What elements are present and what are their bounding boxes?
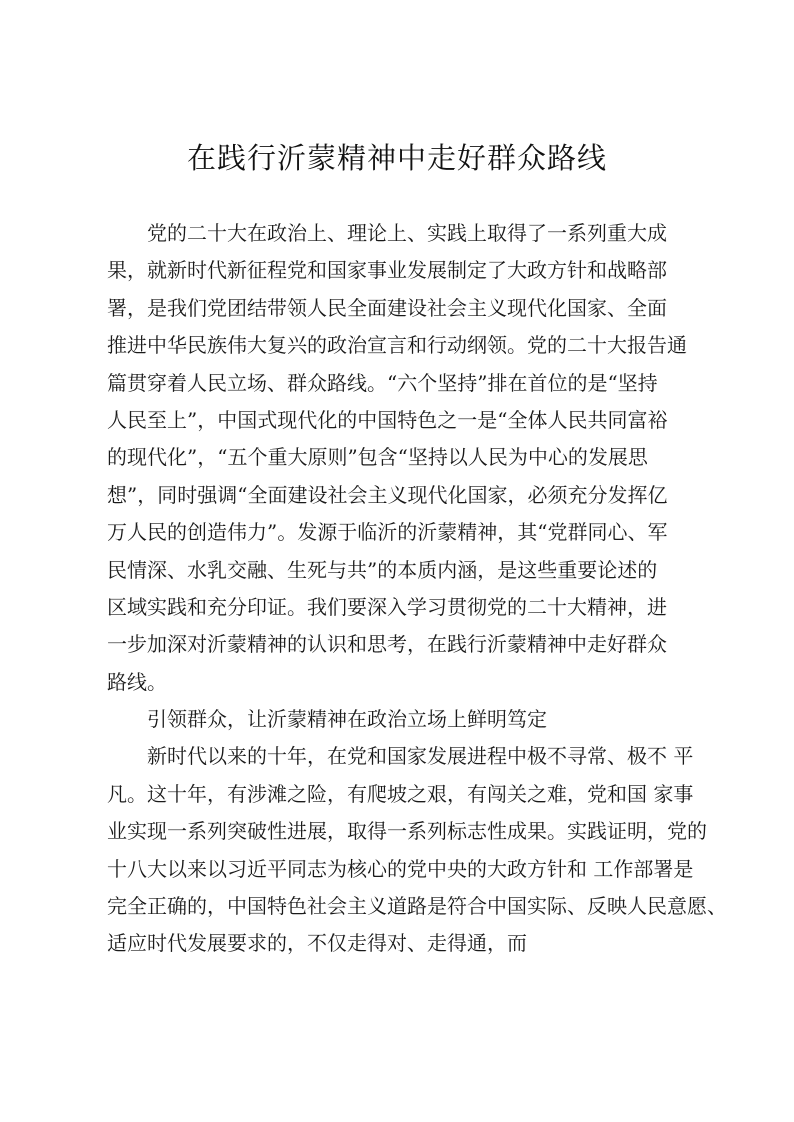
document-body	[107, 215, 729, 963]
text-line: 人民至上”，中国式现代化的中国特色之一是“全体人民共同富裕	[107, 407, 668, 432]
text-line: 署，是我们党团结带领人民全面建设社会主义现代化国家、全面	[107, 295, 667, 320]
text-line: 想”，同时强调“全面建设社会主义现代化国家，必须充分发挥亿	[107, 482, 668, 507]
text-line: 业实现一系列突破性进展，取得一系列标志性成果。实践证明，党的	[107, 819, 707, 844]
text-line: 凡。这十年，有涉滩之险，有爬坡之艰，有闯关之难，党和国 家事	[107, 781, 694, 806]
text-line: 果，就新时代新征程党和国家事业发展制定了大政方针和战略部	[107, 258, 667, 283]
text-line: 适应时代发展要求的，不仅走得对、走得通，而	[107, 931, 527, 956]
text-line: 推进中华民族伟大复兴的政治宣言和行动纲领。党的二十大报告通	[107, 333, 687, 358]
text-line: 万人民的创造伟力”。发源于临沂的沂蒙精神，其“党群同心、军	[107, 520, 668, 545]
text-line: 党的二十大在政治上、理论上、实践上取得了一系列重大成	[147, 221, 667, 245]
text-line: 篇贯穿着人民立场、群众路线。“六个坚持”排在首位的是“坚持	[107, 370, 658, 395]
paragraph-section	[107, 738, 729, 962]
text-line: 路线。	[107, 669, 167, 694]
text-line: 区域实践和充分印证。我们要深入学习贯彻党的二十大精神，进	[107, 594, 667, 619]
paragraph-intro	[107, 215, 729, 701]
text-line: 新时代以来的十年，在党和国家发展进程中极不寻常、极不 平	[147, 744, 694, 769]
text-line: 民情深、水乳交融、生死与共”的本质内涵，是这些重要论述的	[107, 557, 658, 582]
text-line: 完全正确的，中国特色社会主义道路是符合中国实际、反映人民意愿、	[107, 894, 727, 919]
section-heading: 引领群众，让沂蒙精神在政治立场上鲜明笃定	[147, 707, 547, 732]
text-line: 一步加深对沂蒙精神的认识和思考，在践行沂蒙精神中走好群众	[107, 632, 667, 657]
document-title: 在践行沂蒙精神中走好群众路线	[186, 141, 607, 175]
text-line: 十八大以来以习近平同志为核心的党中央的大政方针和 工作部署是	[107, 856, 694, 881]
text-line: 的现代化”，“五个重大原则”包含“坚持以人民为中心的发展思	[107, 445, 648, 470]
